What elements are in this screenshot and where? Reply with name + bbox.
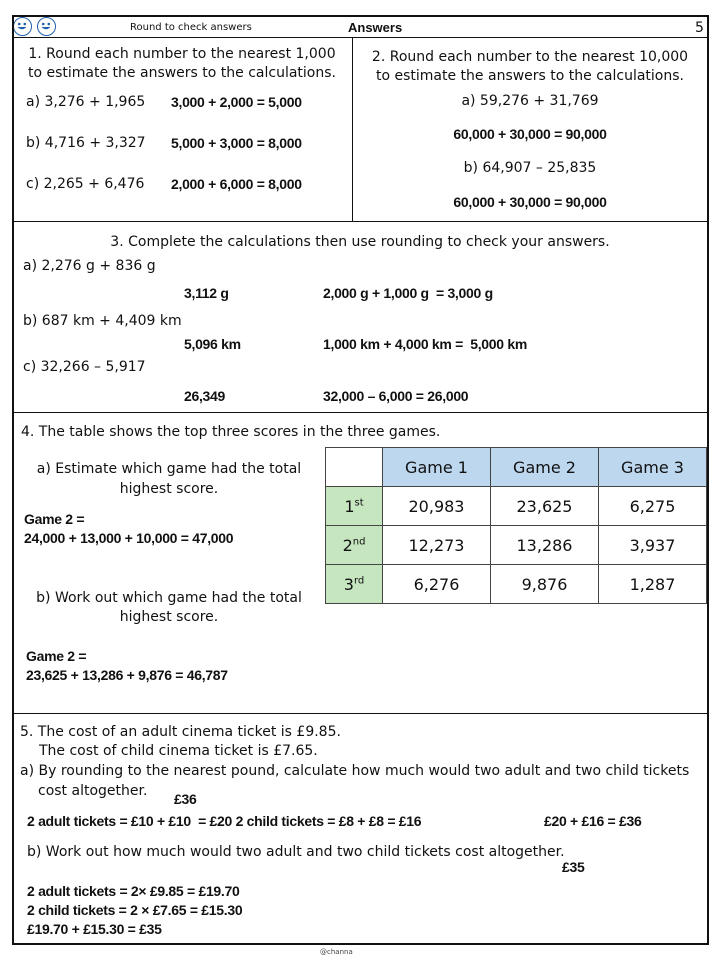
q3-question-c: c) 32,266 – 5,917 xyxy=(23,359,146,375)
table-cell: 9,876 xyxy=(491,565,599,604)
page-title: Answers xyxy=(348,20,403,35)
table-header-game-1: Game 1 xyxy=(383,448,491,487)
q1-answer-a: 3,000 + 2,000 = 5,000 xyxy=(171,94,302,110)
q3-answer-c: 26,349 xyxy=(184,388,226,404)
q2-question-b: b) 64,907 – 25,835 xyxy=(463,160,597,176)
q5-answer-a-working: 2 adult tickets = £10 + £10 = £20 2 child tickets = £8 + £8 = £16 xyxy=(27,813,422,829)
table-row xyxy=(326,526,707,565)
q4-part-b: highest score. xyxy=(119,609,219,625)
divider xyxy=(352,37,353,222)
q4-part-a: highest score. xyxy=(119,481,219,497)
q3-question-a: a) 2,276 g + 836 g xyxy=(23,258,156,274)
q5-answer-b-total: £35 xyxy=(562,859,585,875)
table-header-game-3: Game 3 xyxy=(599,448,707,487)
q4-answer-a: 24,000 + 13,000 + 10,000 = 47,000 xyxy=(24,530,234,546)
q1-prompt: 1. Round each number to the nearest 1,000 xyxy=(28,46,336,62)
q5-part-a: cost altogether. xyxy=(38,783,148,799)
table-row-label: 2nd xyxy=(326,526,383,565)
q5-answer-b-line: 2 adult tickets = 2× £9.85 = £19.70 xyxy=(27,883,240,899)
table-cell: 12,273 xyxy=(383,526,491,565)
table-cell: 13,286 xyxy=(491,526,599,565)
q2-answer-a: 60,000 + 30,000 = 90,000 xyxy=(453,126,607,142)
divider xyxy=(12,412,709,413)
table-row xyxy=(326,487,707,526)
page-number: 5 xyxy=(695,20,704,36)
table-row xyxy=(326,565,707,604)
q1-answer-c: 2,000 + 6,000 = 8,000 xyxy=(171,176,302,192)
q4-prompt: 4. The table shows the top three scores in the three games. xyxy=(21,424,441,440)
table-cell: 3,937 xyxy=(599,526,707,565)
table-header-game-2: Game 2 xyxy=(491,448,599,487)
q3-check-a: 2,000 g + 1,000 g = 3,000 g xyxy=(323,285,493,301)
table-cell: 1,287 xyxy=(599,565,707,604)
q5-line-2: The cost of child cinema ticket is £7.65. xyxy=(39,743,318,759)
q1-question-b: b) 4,716 + 3,327 xyxy=(26,135,146,151)
q1-question-c: c) 2,265 + 6,476 xyxy=(26,176,145,192)
q1-prompt: to estimate the answers to the calculations. xyxy=(28,65,336,81)
q5-answer-a-total: £36 xyxy=(174,791,197,807)
q5-line-1: 5. The cost of an adult cinema ticket is £9.85. xyxy=(20,724,341,740)
q5-part-b: b) Work out how much would two adult and two child tickets cost altogether. xyxy=(27,844,565,860)
q1-question-a: a) 3,276 + 1,965 xyxy=(26,94,146,110)
q2-answer-b: 60,000 + 30,000 = 90,000 xyxy=(453,194,607,210)
q5-answer-b-line: £19.70 + £15.30 = £35 xyxy=(27,921,162,937)
divider xyxy=(12,713,709,714)
q4-part-a: a) Estimate which game had the total xyxy=(36,461,302,477)
table-row-label: 3rd xyxy=(326,565,383,604)
table-row-label: 1st xyxy=(326,487,383,526)
q3-question-b: b) 687 km + 4,409 km xyxy=(23,313,182,329)
q4-answer-a: Game 2 = xyxy=(24,511,85,527)
q4-part-b: b) Work out which game had the total xyxy=(36,590,302,606)
table-cell: 20,983 xyxy=(383,487,491,526)
q3-prompt: 3. Complete the calculations then use rounding to check your answers. xyxy=(110,234,610,250)
q3-check-b: 1,000 km + 4,000 km = 5,000 km xyxy=(323,336,527,352)
q3-answer-a: 3,112 g xyxy=(184,285,229,301)
q2-prompt: to estimate the answers to the calculations. xyxy=(376,68,684,84)
divider xyxy=(12,221,709,222)
q5-answer-a-sum: £20 + £16 = £36 xyxy=(544,813,642,829)
divider xyxy=(12,37,709,38)
table-cell: 6,276 xyxy=(383,565,491,604)
table-corner-cell xyxy=(326,448,383,487)
table-cell: 23,625 xyxy=(491,487,599,526)
q4-answer-b: 23,625 + 13,286 + 9,876 = 46,787 xyxy=(26,667,228,683)
q4-answer-b: Game 2 = xyxy=(26,648,87,664)
footer-credit: @channa xyxy=(320,948,353,956)
q3-check-c: 32,000 – 6,000 = 26,000 xyxy=(323,388,469,404)
q3-answer-b: 5,096 km xyxy=(184,336,241,352)
table-cell: 6,275 xyxy=(599,487,707,526)
q5-answer-b-line: 2 child tickets = 2 × £7.65 = £15.30 xyxy=(27,902,243,918)
topic-label: Round to check answers xyxy=(130,22,252,33)
q5-part-a: a) By rounding to the nearest pound, calculate how much would two adult and two child tickets xyxy=(20,763,690,779)
q2-question-a: a) 59,276 + 31,769 xyxy=(461,93,599,109)
scores-table xyxy=(325,447,707,604)
q2-prompt: 2. Round each number to the nearest 10,000 xyxy=(371,49,689,65)
q1-answer-b: 5,000 + 3,000 = 8,000 xyxy=(171,135,302,151)
table-row xyxy=(326,448,707,487)
